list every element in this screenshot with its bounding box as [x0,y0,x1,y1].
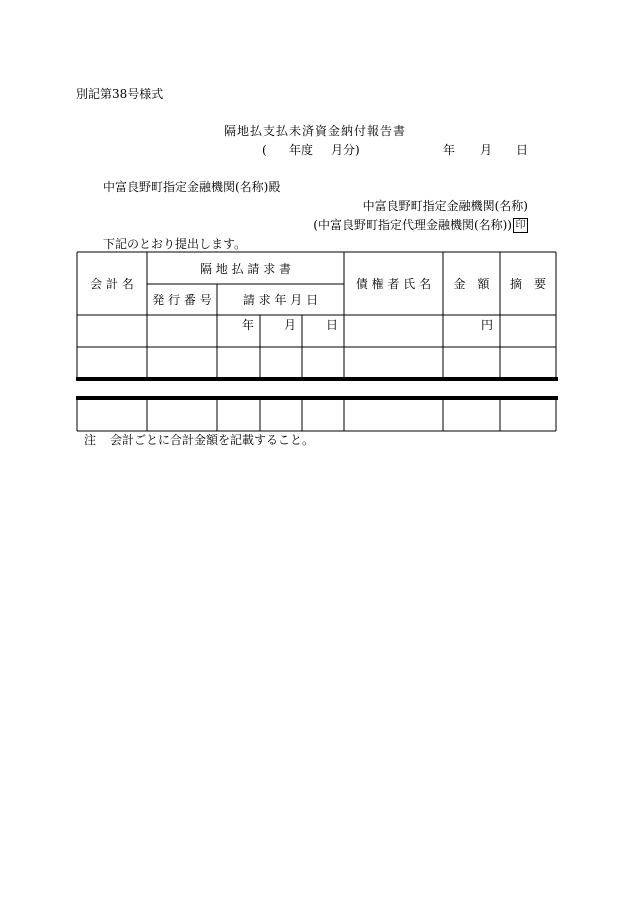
unit-yen: 円 [481,318,494,332]
addressee: 中富良野町指定金融機関(名称)殿 [103,180,281,194]
header-claim-date: 請 求 年 月 日 [242,293,319,307]
break-band-top [76,377,558,381]
intro-text: 下記のとおり提出します。 [103,237,247,251]
seal-mark: 印 [513,218,528,233]
header-remarks: 摘 要 [509,277,546,291]
period-year-label: 年度 [289,143,314,157]
date-year-label: 年 [443,143,456,157]
footnote-text: 会計ごとに合計金額を記載すること。 [110,433,315,447]
document-title: 隔地払支払未済資金納付報告書 [223,124,406,138]
period-month-label: 月分) [331,143,360,157]
header-issue-number: 発 行 番 号 [152,293,212,307]
period-open: ( [262,143,267,157]
footnote-label: 注 [84,433,97,447]
unit-year: 年 [242,318,255,332]
header-claim-group: 隔 地 払 請 求 書 [199,262,292,276]
break-band-bottom [76,396,558,400]
unit-day: 日 [326,318,339,332]
header-creditor: 債 権 者 氏 名 [355,277,432,291]
header-amount: 金 額 [453,277,490,291]
date-day-label: 日 [516,143,529,157]
footnote [84,433,314,447]
unit-month: 月 [284,318,297,332]
date-month-label: 月 [480,143,493,157]
form-number: 別記第38号様式 [76,87,164,101]
header-account: 会 計 名 [90,277,134,291]
sender-agent-name: (中富良野町指定代理金融機関(名称)) [313,218,512,232]
sender-bank: 中富良野町指定金融機関(名称) [362,199,528,213]
